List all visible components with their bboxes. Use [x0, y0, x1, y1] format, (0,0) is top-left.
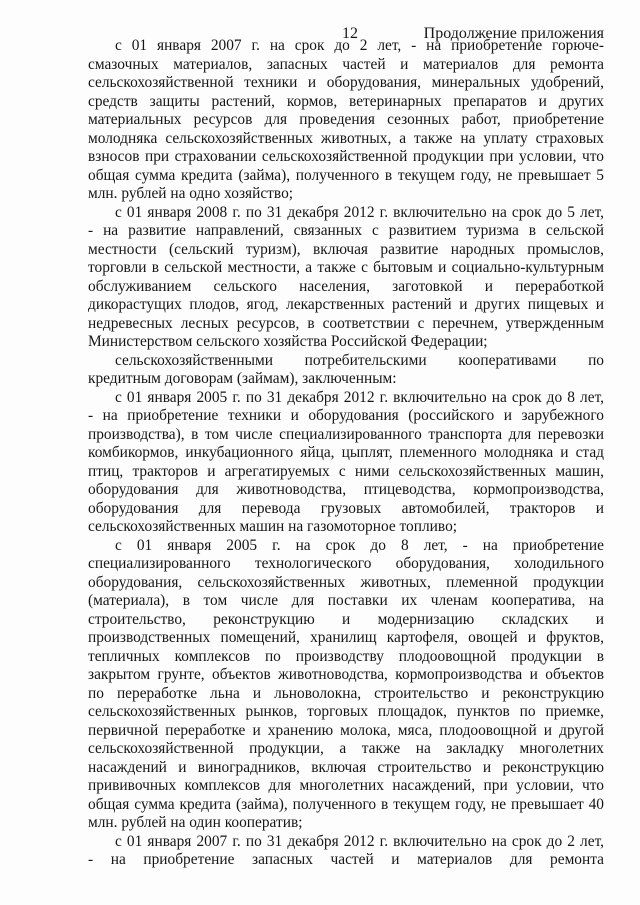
text-line: сельскохозяйственной техники и оборудования, минеральных удобрений,: [88, 74, 604, 91]
text-line: с 01 января 2005 г. на срок до 8 лет, - на приобретение: [115, 536, 604, 554]
text-line: комбикормов, инкубационного яйца, цыплят, племенного молодняка и стад: [88, 444, 604, 461]
page-number: 12: [342, 25, 358, 42]
text-line: смазочных материалов, запасных частей и материалов для ремонта: [88, 55, 604, 73]
text-line: сельскохозяйственных машин на газомоторное топливо;: [88, 518, 458, 535]
running-title: Продолжение приложения: [423, 25, 604, 42]
text-line: первичной переработке и хранению молока, мяса, плодоовощной и другой: [88, 721, 604, 739]
text-line: млн. рублей на один кооператив;: [88, 814, 303, 831]
text-line: дикорастущих плодов, ягод, лекарственных растений и других пищевых и: [88, 296, 604, 313]
text-line: закрытом грунте, объектов животноводства, кормопроизводства и объектов: [88, 666, 604, 683]
text-line: торговли в сельской местности, а также с бытовым и социально-культурным: [88, 259, 604, 276]
text-line: общая сумма кредита (займа), полученного в текущем году, не превышает 40: [88, 795, 604, 813]
text-line: с 01 января 2005 г. по 31 декабря 2012 г. включительно на срок до 8 лет,: [115, 388, 604, 406]
text-line: местности (сельский туризм), включая развитие народных промыслов,: [88, 240, 604, 258]
text-line: оборудования, сельскохозяйственных животных, племенной продукции: [88, 573, 604, 591]
document-body: [88, 37, 604, 870]
text-line: общая сумма кредита (займа), полученного в текущем году, не превышает 5: [88, 166, 604, 184]
text-line: по переработке льна и льноволокна, строительство и реконструкцию: [88, 684, 604, 702]
paragraph: [88, 389, 604, 537]
text-line: производства), в том числе специализированного транспорта для перевозки: [88, 425, 604, 443]
text-line: средств защиты растений, кормов, ветеринарных препаратов и других: [88, 92, 604, 110]
text-line: кредитным договорам (займам), заключенным:: [88, 370, 397, 387]
paragraph: [88, 537, 604, 833]
paragraph: [88, 833, 604, 870]
text-line: тепличных комплексов по производству плодоовощной продукции в: [88, 647, 604, 665]
text-line: с 01 января 2007 г. по 31 декабря 2012 г. включительно на срок до 2 лет,: [115, 832, 604, 850]
text-line: недревесных лесных ресурсов, в соответствии с перечнем, утвержденным: [88, 314, 604, 332]
text-line: птиц, тракторов и агрегатируемых с ними сельскохозяйственных машин,: [88, 462, 604, 480]
text-line: - на приобретение запасных частей и материалов для ремонта: [88, 851, 604, 868]
text-line: сельскохозяйственной продукции, а также на закладку многолетних: [88, 740, 604, 757]
text-line: - на развитие направлений, связанных с развитием туризма в сельской: [88, 222, 604, 239]
text-line: - на приобретение техники и оборудования (российского и зарубежного: [88, 407, 604, 424]
text-line: оборудования для перевода грузовых автомобилей, тракторов и: [88, 499, 604, 517]
text-line: прививочных комплексов для многолетних насаждений, при условии, что: [88, 777, 604, 794]
text-line: материальных ресурсов для проведения сезонных работ, приобретение: [88, 111, 604, 128]
text-line: млн. рублей на одно хозяйство;: [88, 185, 294, 202]
text-line: специализированного технологического оборудования, холодильного: [88, 555, 604, 572]
text-line: производственных помещений, хранилищ картофеля, овощей и фруктов,: [88, 629, 604, 646]
text-line: строительство, реконструкцию и модернизацию складских и: [88, 610, 604, 628]
text-line: сельскохозяйственных рынков, торговых площадок, пунктов по приемке,: [88, 703, 604, 720]
paragraph: [88, 37, 604, 204]
text-line: сельскохозяйственными потребительскими кооперативами по: [115, 351, 604, 369]
page-header: [0, 0, 640, 40]
text-line: взносов при страховании сельскохозяйственной продукции при условии, что: [88, 148, 604, 165]
text-line: Министерством сельского хозяйства Российской Федерации;: [88, 333, 488, 350]
text-line: (материала), в том числе для поставки их членам кооператива, на: [88, 592, 604, 609]
text-line: оборудования для животноводства, птицеводства, кормопроизводства,: [88, 481, 604, 498]
text-line: молодняка сельскохозяйственных животных, а также на уплату страховых: [88, 129, 604, 147]
text-line: насаждений и виноградников, включая строительство и реконструкцию: [88, 758, 604, 776]
text-line: с 01 января 2007 г. на срок до 2 лет, - на приобретение горюче-: [115, 37, 604, 54]
text-line: обслуживанием сельского населения, заготовкой и переработкой: [88, 277, 604, 295]
text-line: с 01 января 2008 г. по 31 декабря 2012 г. включительно на срок до 5 лет,: [115, 203, 604, 221]
paragraph: [88, 352, 604, 389]
paragraph: [88, 204, 604, 352]
